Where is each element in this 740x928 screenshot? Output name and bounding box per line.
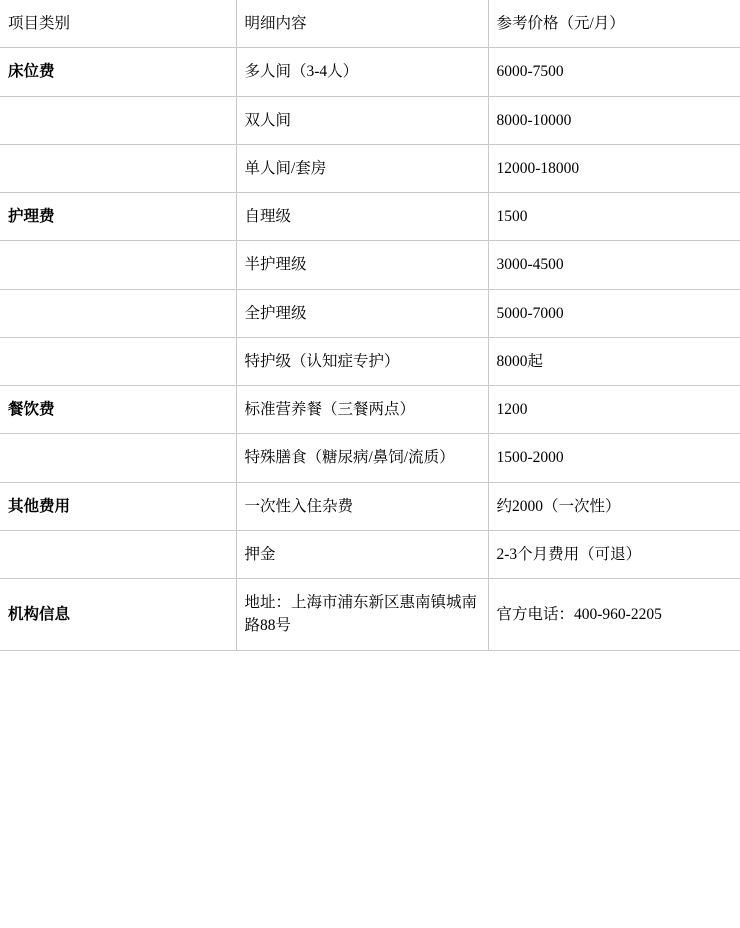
- row-detail: 双人间: [236, 96, 488, 144]
- table-row: [0, 193, 740, 241]
- table-row: [0, 337, 740, 385]
- row-price: 2-3个月费用（可退）: [488, 530, 740, 578]
- column-header-category: 项目类别: [0, 0, 236, 48]
- row-category: [0, 144, 236, 192]
- row-price: 12000-18000: [488, 144, 740, 192]
- row-detail: 半护理级: [236, 241, 488, 289]
- row-price: 3000-4500: [488, 241, 740, 289]
- table-row: [0, 289, 740, 337]
- row-category: 餐饮费: [0, 386, 236, 434]
- row-price: 8000起: [488, 337, 740, 385]
- table-row: [0, 579, 740, 651]
- row-detail: 单人间/套房: [236, 144, 488, 192]
- row-detail: 一次性入住杂费: [236, 482, 488, 530]
- table-header-row: [0, 0, 740, 48]
- column-header-detail: 明细内容: [236, 0, 488, 48]
- row-price: 5000-7000: [488, 289, 740, 337]
- row-price: 官方电话：400-960-2205: [488, 579, 740, 651]
- table-row: [0, 386, 740, 434]
- row-detail: 自理级: [236, 193, 488, 241]
- row-price: 约2000（一次性）: [488, 482, 740, 530]
- row-category: 床位费: [0, 48, 236, 96]
- row-category: [0, 289, 236, 337]
- row-category: [0, 337, 236, 385]
- row-category: [0, 530, 236, 578]
- table-row: [0, 434, 740, 482]
- row-category: 机构信息: [0, 579, 236, 651]
- row-category: 护理费: [0, 193, 236, 241]
- row-detail: 多人间（3-4人）: [236, 48, 488, 96]
- table-row: [0, 241, 740, 289]
- row-category: [0, 434, 236, 482]
- row-price: 1200: [488, 386, 740, 434]
- row-detail: 特殊膳食（糖尿病/鼻饲/流质）: [236, 434, 488, 482]
- row-detail: 特护级（认知症专护）: [236, 337, 488, 385]
- row-detail: 押金: [236, 530, 488, 578]
- row-detail: 标准营养餐（三餐两点）: [236, 386, 488, 434]
- table-row: [0, 48, 740, 96]
- column-header-price: 参考价格（元/月）: [488, 0, 740, 48]
- row-category: 其他费用: [0, 482, 236, 530]
- row-detail: 全护理级: [236, 289, 488, 337]
- table-row: [0, 96, 740, 144]
- table-row: [0, 482, 740, 530]
- row-detail: 地址：上海市浦东新区惠南镇城南路88号: [236, 579, 488, 651]
- row-price: 8000-10000: [488, 96, 740, 144]
- table-row: [0, 144, 740, 192]
- row-price: 1500: [488, 193, 740, 241]
- row-category: [0, 241, 236, 289]
- row-price: 6000-7500: [488, 48, 740, 96]
- row-category: [0, 96, 236, 144]
- table-row: [0, 530, 740, 578]
- row-price: 1500-2000: [488, 434, 740, 482]
